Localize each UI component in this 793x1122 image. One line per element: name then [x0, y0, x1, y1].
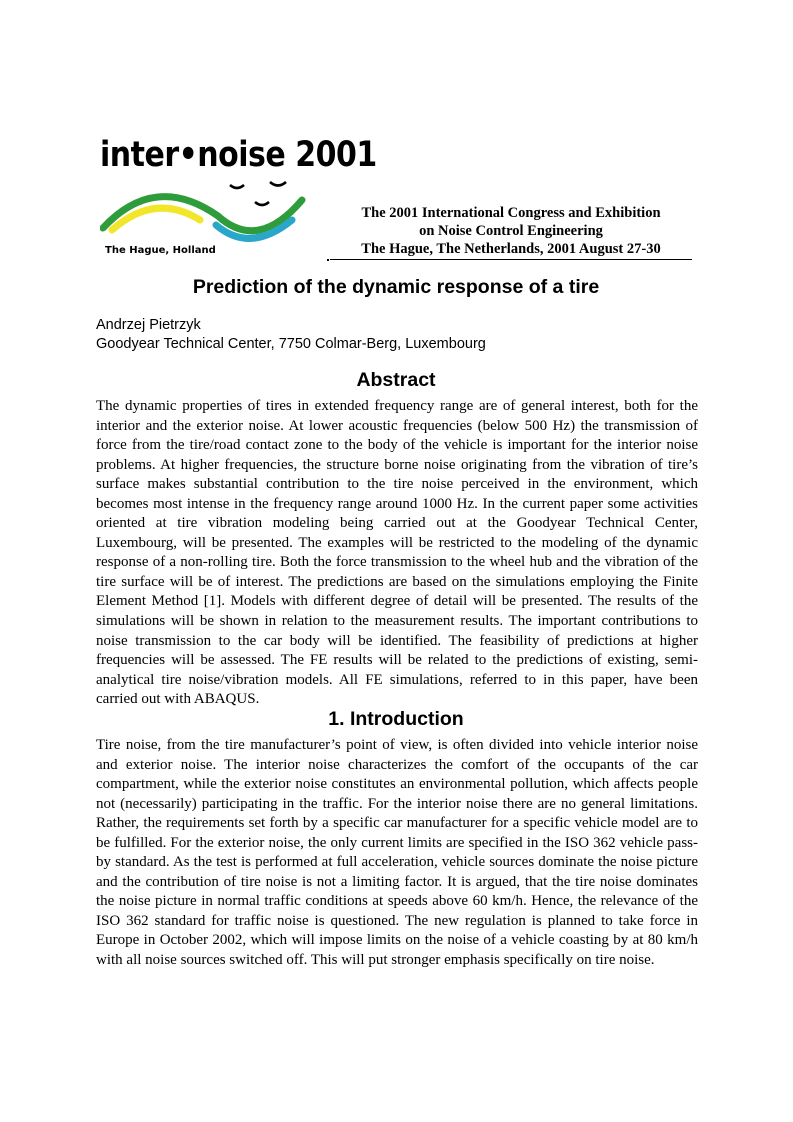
logo-location: The Hague, Holland: [105, 245, 216, 256]
wave-smile-icon: [100, 180, 330, 248]
introduction-text: Tire noise, from the tire manufacturer’s point of view, is often divided into vehicle interior noise and exterior noise. The interior noise characterizes the comfort of the occupants of the car compartment, while the exterior noise constitutes an environmental pollution, which affects people not (necessarily) participating in the traffic. For the interior noise there are no general limitations. Rather, the requirements set forth by a specific car manufacturer for a specific vehicle model are to be fulfilled. For the exterior noise, the only current limits are specified in the ISO 362 vehicle pass-by standard. As the test is performed at full acceleration, vehicle sources dominate the noise picture and the contribution of tire noise is not a limiting factor. It is argued, that the tire noise dominates the noise picture in normal traffic conditions at speeds above 60 km/h. Hence, the relevance of the ISO 362 standard for traffic noise is questioned. The new regulation is planned to take force in Europe in October 2002, which will impose limits on the noise of a vehicle coasting by at 80 km/h with all noise sources switched off. This will put stronger emphasis specifically on tire noise.: [96, 737, 698, 969]
conference-line: on Noise Control Engineering: [419, 223, 603, 239]
logo-title: inter•noise 2001: [100, 135, 377, 176]
header-rule-mark: [327, 259, 329, 261]
author-affiliation: Goodyear Technical Center, 7750 Colmar-Berg, Luxembourg: [96, 336, 486, 352]
paper-title: Prediction of the dynamic response of a tire: [192, 276, 600, 298]
abstract-heading: Abstract: [356, 369, 436, 391]
conference-line: The Hague, The Netherlands, 2001 August 27-30: [361, 241, 661, 257]
author-block: [96, 316, 696, 354]
header-rule: [330, 259, 692, 260]
author-name: Andrzej Pietrzyk: [96, 317, 201, 333]
abstract-text: The dynamic properties of tires in extended frequency range are of general interest, both for the interior and the exterior noise. At lower acoustic frequencies (below 500 Hz) the transmission of force from the tire/road contact zone to the body of the vehicle is important for the interior noise problems. At higher frequencies, the structure borne noise originating from the vibration of tire’s surface makes substantial contribution to the tire noise perceived in the environment, which becomes most intense in the frequency range around 1000 Hz. In the current paper some activities oriented at tire vibration modeling being carried out at the Goodyear Technical Center, Luxembourg, will be presented. The examples will be restricted to the modeling of the dynamic response of a non-rolling tire. Both the force transmission to the wheel hub and the vibration of the tire surface will be of interest. The predictions are based on the simulations employing the Finite Element Method [1]. Models with different degree of detail will be presented. The results of the simulations will be shown in relation to the measurement results. The important contributions to noise transmission to the car body will be identified. The feasibility of predictions at higher frequencies will be assessed. The FE results will be related to the predictions of existing, semi-analytical tire noise/vibration models. All FE simulations, referred to in this paper, have been carried out with ABAQUS.: [96, 398, 698, 708]
conference-logo: [100, 135, 377, 265]
conference-info: [330, 204, 692, 258]
introduction-heading: 1. Introduction: [328, 708, 464, 730]
conference-line: The 2001 International Congress and Exhibition: [361, 205, 661, 221]
